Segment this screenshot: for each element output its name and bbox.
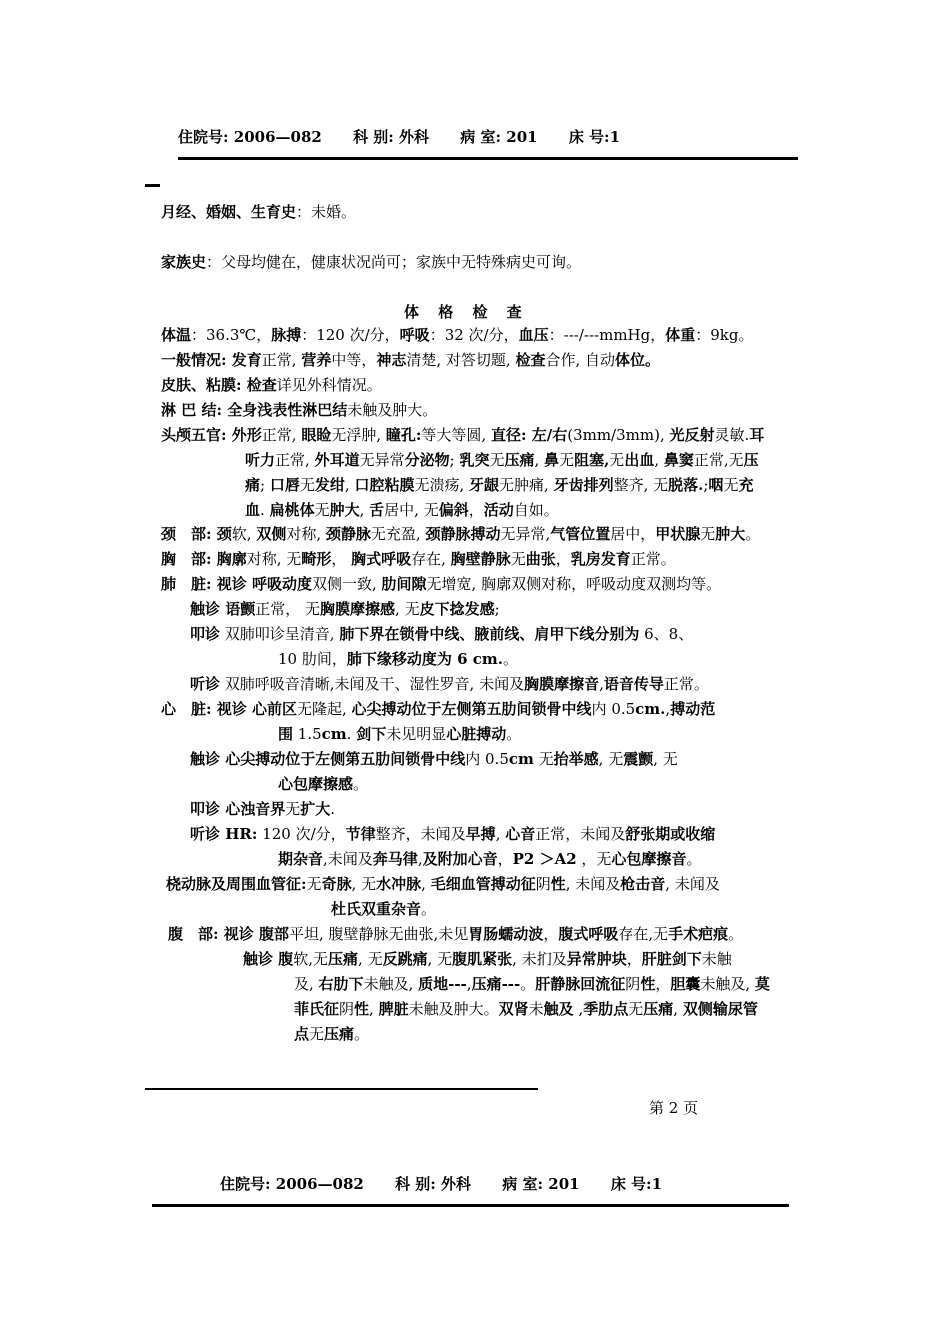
menstrual-history-label: 月经、婚姻、生育史 (161, 203, 297, 221)
abdomen-palpation-line-3: 菲氏征阴性, 脾脏未触及肿大。双肾未触及 ,季肋点无压痛, 双侧输尿管 (294, 1000, 758, 1018)
general-condition-line: 一般情况: 发育正常, 营养中等，神志清楚, 对答切题, 检查合作, 自动体位。 (161, 351, 661, 369)
exam-title: 体 格 检 查 (404, 303, 529, 321)
abdomen-palpation-line-1: 触诊 腹软,无压痛, 无反跳痛, 无腹肌紧张, 未扪及异常肿块，肝脏剑下未触 (243, 950, 732, 968)
header-rule (178, 157, 798, 160)
next-bed-number: 床 号:1 (610, 1175, 663, 1193)
page-header (178, 126, 646, 147)
menstrual-history (161, 200, 356, 224)
header-rule-tail (145, 184, 160, 187)
menstrual-history-text: ：未婚。 (296, 203, 357, 221)
next-department: 科 别: 外科 (395, 1175, 472, 1193)
lung-palpation-line: 触诊 语颤正常， 无胸膜摩擦感, 无皮下捻发感; (190, 600, 500, 618)
heart-palpation-line-2: 心包摩擦感。 (278, 775, 369, 793)
lymph-line: 淋 巴 结: 全身浅表性淋巴结未触及肿大。 (161, 401, 438, 419)
abdomen-palpation-line-4: 点无压痛。 (294, 1025, 370, 1043)
abdomen-inspection-line: 腹 部: 视诊 腹部平坦, 腹壁静脉无曲张,未见胃肠蠕动波，腹式呼吸存在,无手术疤痕。 (168, 925, 744, 943)
family-history-label: 家族史 (161, 253, 207, 271)
heart-auscultation-line-2: 期杂音,未闻及奔马律,及附加心音，P2 ＞A2 ，无心包摩擦音。 (278, 850, 702, 868)
vascular-sign-line-2: 杜氏双重杂音。 (331, 900, 437, 918)
neck-line: 颈 部: 颈软, 双侧对称, 颈静脉无充盈, 颈静脉搏动无异常,气管位置居中，甲状腺无肿大。 (161, 525, 761, 543)
chest-line: 胸 部: 胸廓对称, 无畸形， 胸式呼吸存在, 胸壁静脉无曲张，乳房发育正常。 (161, 550, 676, 568)
lung-percussion-line-1: 叩诊 双肺叩诊呈清音, 肺下界在锁骨中线、腋前线、肩甲下线分别为 6、8、 (190, 625, 694, 643)
heart-palpation-line-1: 触诊 心尖搏动位于左侧第五肋间锁骨中线内 0.5cm 无抬举感, 无震颤, 无 (190, 750, 678, 768)
lung-auscultation-line: 听诊 双肺呼吸音清晰,未闻及干、湿性罗音, 未闻及胸膜摩擦音,语音传导正常。 (190, 675, 709, 693)
next-ward: 病 室: 201 (502, 1175, 580, 1193)
department: 科 别: 外科 (353, 128, 430, 146)
head-line-2: 听力正常, 外耳道无异常分泌物; 乳突无压痛, 鼻无阻塞,无出血, 鼻窦正常,无压 (245, 451, 759, 469)
head-line-3: 痛; 口唇无发绀, 口腔粘膜无溃疡, 牙龈无肿痛, 牙齿排列整齐, 无脱落.;咽无充 (245, 476, 754, 494)
next-admission-number: 住院号: 2006—082 (220, 1175, 364, 1193)
lung-percussion-line-2: 10 肋间，肺下缘移动度为 6 cm.。 (278, 650, 518, 668)
page-number: 第 2 页 (649, 1099, 699, 1117)
skin-line: 皮肤、粘膜: 检查详见外科情况。 (161, 376, 382, 394)
lung-inspection-line: 肺 脏: 视诊 呼吸动度双侧一致, 肋间隙无增宽, 胸廓双侧对称，呼吸动度双测均等。 (161, 575, 722, 593)
next-page-header (220, 1173, 688, 1194)
heart-percussion-line: 叩诊 心浊音界无扩大. (190, 800, 336, 818)
next-header-rule (152, 1204, 789, 1207)
family-history-text: ：父母均健在，健康状况尚可；家族中无特殊病史可询。 (206, 253, 582, 271)
head-line-1: 头颅五官: 外形正常, 眼睑无浮肿, 瞳孔:等大等圆, 直径: 左/右(3mm/3mm), 光反射灵敏.耳 (161, 426, 765, 444)
footer-rule (145, 1088, 538, 1090)
family-history (161, 250, 581, 274)
abdomen-palpation-line-2: 及, 右肋下未触及, 质地---,压痛---。肝静脉回流征阴性，胆囊未触及, 莫 (294, 975, 770, 993)
admission-number: 住院号: 2006—082 (178, 128, 322, 146)
heart-inspection-line-1: 心 脏: 视诊 心前区无隆起, 心尖搏动位于左侧第五肋间锁骨中线内 0.5cm.,搏动范 (161, 700, 716, 718)
vital-signs-line: 体温：36.3℃，脉搏：120 次/分，呼吸：32 次/分，血压：---/---mmHg，体重：9kg。 (161, 326, 754, 344)
heart-auscultation-line-1: 听诊 HR: 120 次/分，节律整齐，未闻及早搏, 心音正常，未闻及舒张期或收缩 (190, 825, 716, 843)
vascular-sign-line-1: 桡动脉及周围血管征:无奇脉, 无水冲脉, 毛细血管搏动征阴性, 未闻及枪击音, 未闻及 (166, 875, 720, 893)
bed-number: 床 号:1 (568, 128, 621, 146)
heart-inspection-line-2: 围 1.5cm. 剑下未见明显心脏搏动。 (278, 725, 522, 743)
head-line-4: 血. 扁桃体无肿大, 舌居中, 无偏斜，活动自如。 (245, 501, 559, 519)
ward: 病 室: 201 (460, 128, 538, 146)
